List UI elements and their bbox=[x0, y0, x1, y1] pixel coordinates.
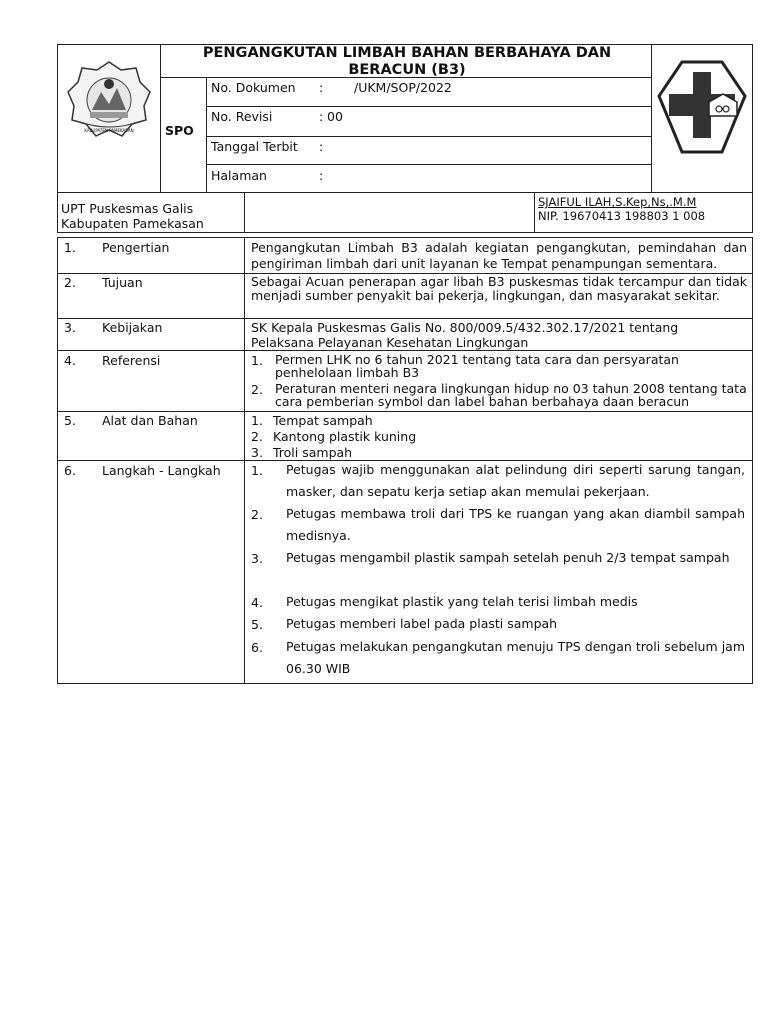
tool-number: 3. bbox=[251, 445, 263, 460]
regency-emblem-logo bbox=[66, 58, 152, 144]
tool-item: Kantong plastik kuning bbox=[273, 429, 417, 444]
reference-item: Permen LHK no 6 tahun 2021 tentang tata cara dan persyaratan penhelolaan limbah B3 bbox=[275, 352, 679, 380]
section-number: 1. bbox=[64, 240, 76, 255]
step-number: 2. bbox=[251, 507, 263, 522]
signatory-name: SJAIFUL ILAH,S.Kep,Ns,.M.M bbox=[538, 195, 697, 209]
step-text: Petugas mengambil plastik sampah setelah penuh 2/3 tempat sampah bbox=[286, 550, 730, 565]
section-number: 4. bbox=[64, 353, 76, 368]
field-no-revisi-label: No. Revisi bbox=[211, 109, 273, 124]
section-number: 5. bbox=[64, 413, 76, 428]
step-number: 1. bbox=[251, 463, 263, 478]
step-number: 3. bbox=[251, 551, 263, 566]
field-halaman-label: Halaman bbox=[211, 168, 267, 183]
step-text: Petugas wajib menggunakan alat pelindung diri seperti sarung tangan, masker, dan sepatu kerja setiap akan memulai pekerjaan. bbox=[286, 462, 745, 499]
signatory-nip: NIP. 19670413 198803 1 008 bbox=[538, 209, 706, 223]
field-no-revisi-sep: : bbox=[319, 109, 324, 124]
section-label-tujuan: Tujuan bbox=[102, 275, 143, 290]
field-no-dokumen-label: No. Dokumen bbox=[211, 80, 296, 95]
step-number: 5. bbox=[251, 617, 263, 632]
section-number: 3. bbox=[64, 320, 76, 335]
section-label-referensi: Referensi bbox=[102, 353, 161, 368]
step-text: Petugas melakukan pengangkutan menuju TPS dengan troli sebelum jam 06.30 WIB bbox=[286, 639, 745, 676]
step-number: 6. bbox=[251, 640, 263, 655]
field-halaman-sep: : bbox=[319, 168, 324, 183]
step-number: 4. bbox=[251, 595, 263, 610]
field-no-dokumen-value: /UKM/SOP/2022 bbox=[354, 80, 452, 95]
reference-number: 1. bbox=[251, 353, 263, 368]
section-label-kebijakan: Kebijakan bbox=[102, 320, 163, 335]
field-tanggal-terbit-label: Tanggal Terbit bbox=[211, 139, 298, 154]
step-text: Petugas memberi label pada plasti sampah bbox=[286, 616, 558, 631]
tool-number: 1. bbox=[251, 413, 263, 428]
section-text-pengertian: Pengangkutan Limbah B3 adalah kegiatan pengangkutan, pemindahan dan pengiriman limbah dari unit layanan ke Tempat penampungan sementara. bbox=[251, 240, 747, 271]
reference-item: Peraturan menteri negara lingkungan hidup no 03 tahun 2008 tentang tata cara pemberian symbol dan label bahan berbahaya daan beracun bbox=[275, 381, 747, 409]
logo-caption: KABUPATEN PAMEKASAN bbox=[84, 128, 134, 133]
unit-name-line2: Kabupaten Pamekasan bbox=[61, 216, 204, 231]
step-text: Petugas membawa troli dari TPS ke ruangan yang akan diambil sampah medisnya. bbox=[286, 506, 745, 543]
field-tanggal-terbit-sep: : bbox=[319, 139, 324, 154]
spo-label: SPO bbox=[165, 123, 194, 138]
tool-item: Tempat sampah bbox=[273, 413, 373, 428]
field-no-dokumen-sep: : bbox=[319, 80, 324, 95]
tool-number: 2. bbox=[251, 429, 263, 444]
section-number: 2. bbox=[64, 275, 76, 290]
section-label-alat-dan-bahan: Alat dan Bahan bbox=[102, 413, 198, 428]
field-no-revisi-value: 00 bbox=[327, 109, 343, 124]
tool-item: Troli sampah bbox=[273, 445, 353, 460]
section-label-langkah: Langkah - Langkah bbox=[102, 463, 221, 478]
document-title: PENGANGKUTAN LIMBAH BAHAN BERBAHAYA DAN BERACUN (B3) bbox=[202, 45, 612, 78]
puskesmas-logo bbox=[657, 58, 747, 158]
section-label-pengertian: Pengertian bbox=[102, 240, 170, 255]
reference-number: 2. bbox=[251, 382, 263, 397]
section-text-kebijakan: SK Kepala Puskesmas Galis No. 800/009.5/432.302.17/2021 tentang Pelaksana Pelayanan Kesehatan Lingkungan bbox=[251, 320, 679, 350]
health-cross-icon bbox=[657, 58, 747, 158]
section-number: 6. bbox=[64, 463, 76, 478]
unit-name-line1: UPT Puskesmas Galis bbox=[61, 201, 194, 216]
step-text: Petugas mengikat plastik yang telah terisi limbah medis bbox=[286, 594, 638, 609]
section-text-tujuan: Sebagai Acuan penerapan agar libah B3 puskesmas tidak tercampur dan tidak menjadi sumber penyakit bai pekerja, lingkungan, dan masyarakat sekitar. bbox=[251, 274, 747, 303]
